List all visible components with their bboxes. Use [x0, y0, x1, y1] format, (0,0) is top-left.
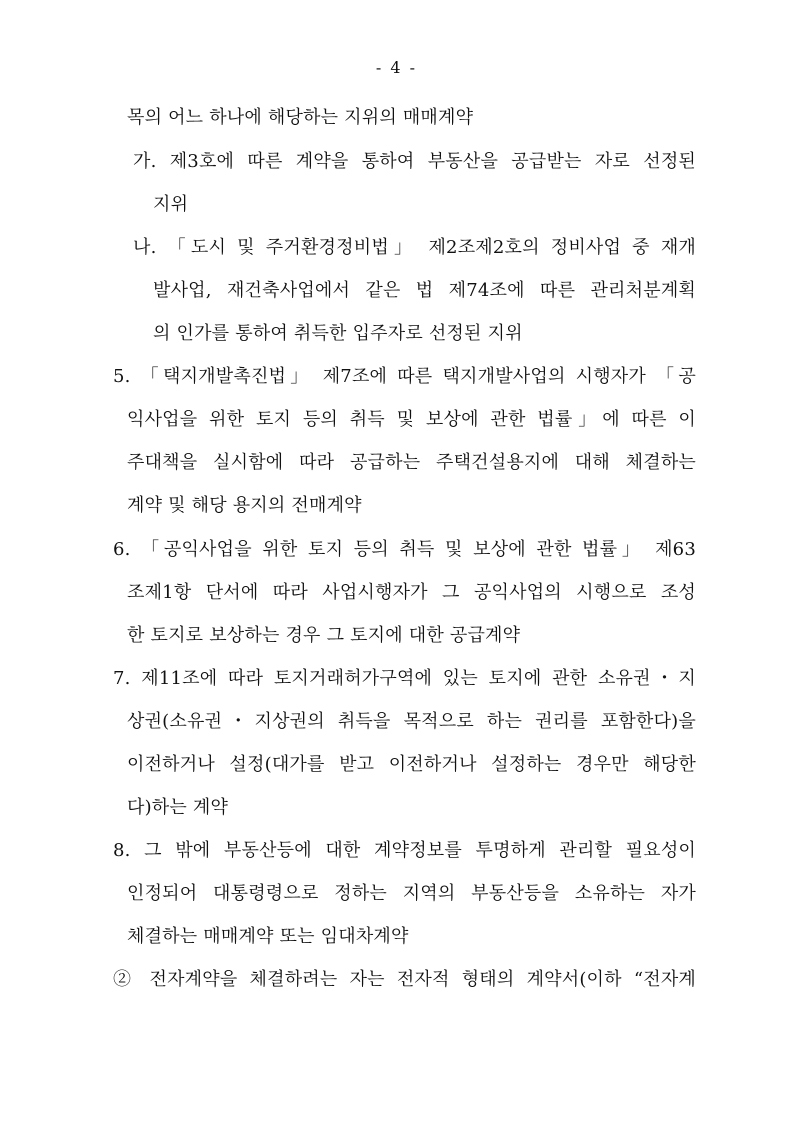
text-line: 나. 「도시 및 주거환경정비법」 제2조제2호의 정비사업 중 재개	[133, 237, 696, 258]
page-number: - 4 -	[375, 58, 418, 77]
text-line: 조제1항 단서에 따라 사업시행자가 그 공익사업의 시행으로 조성	[127, 582, 696, 603]
text-line: 계약 및 해당 용지의 전매계약	[127, 495, 362, 516]
text-line: 6. 「공익사업을 위한 토지 등의 취득 및 보상에 관한 법률」 제63	[113, 539, 696, 560]
text-line: 다)하는 계약	[127, 797, 229, 818]
text-line: 7. 제11조에 따라 토지거래허가구역에 있는 토지에 관한 소유권・지	[113, 668, 696, 689]
text-line: 한 토지로 보상하는 경우 그 토지에 대한 공급계약	[127, 625, 521, 646]
text-line: 이전하거나 설정(대가를 받고 이전하거나 설정하는 경우만 해당한	[127, 754, 696, 775]
text-line: 5. 「택지개발촉진법」 제7조에 따른 택지개발사업의 시행자가 「공	[113, 366, 696, 387]
text-line: 주대책을 실시함에 따라 공급하는 주택건설용지에 대해 체결하는	[127, 452, 696, 473]
text-line: 가. 제3호에 따른 계약을 통하여 부동산을 공급받는 자로 선정된	[133, 151, 696, 172]
text-line: 지위	[153, 194, 189, 215]
text-line: 상권(소유권・지상권의 취득을 목적으로 하는 권리를 포함한다)을	[127, 711, 696, 732]
text-line: 목의 어느 하나에 해당하는 지위의 매매계약	[127, 107, 474, 128]
text-line: ② 전자계약을 체결하려는 자는 전자적 형태의 계약서(이하 “전자계	[113, 969, 696, 990]
text-line: 8. 그 밖에 부동산등에 대한 계약정보를 투명하게 관리할 필요성이	[113, 840, 696, 861]
text-line: 발사업, 재건축사업에서 같은 법 제74조에 따른 관리처분계획	[153, 280, 696, 301]
text-line: 의 인가를 통하여 취득한 입주자로 선정된 지위	[153, 323, 523, 344]
text-line: 체결하는 매매계약 또는 임대차계약	[127, 926, 409, 947]
text-line: 인정되어 대통령령으로 정하는 지역의 부동산등을 소유하는 자가	[127, 883, 696, 904]
text-line: 익사업을 위한 토지 등의 취득 및 보상에 관한 법률」에 따른 이	[127, 409, 696, 430]
